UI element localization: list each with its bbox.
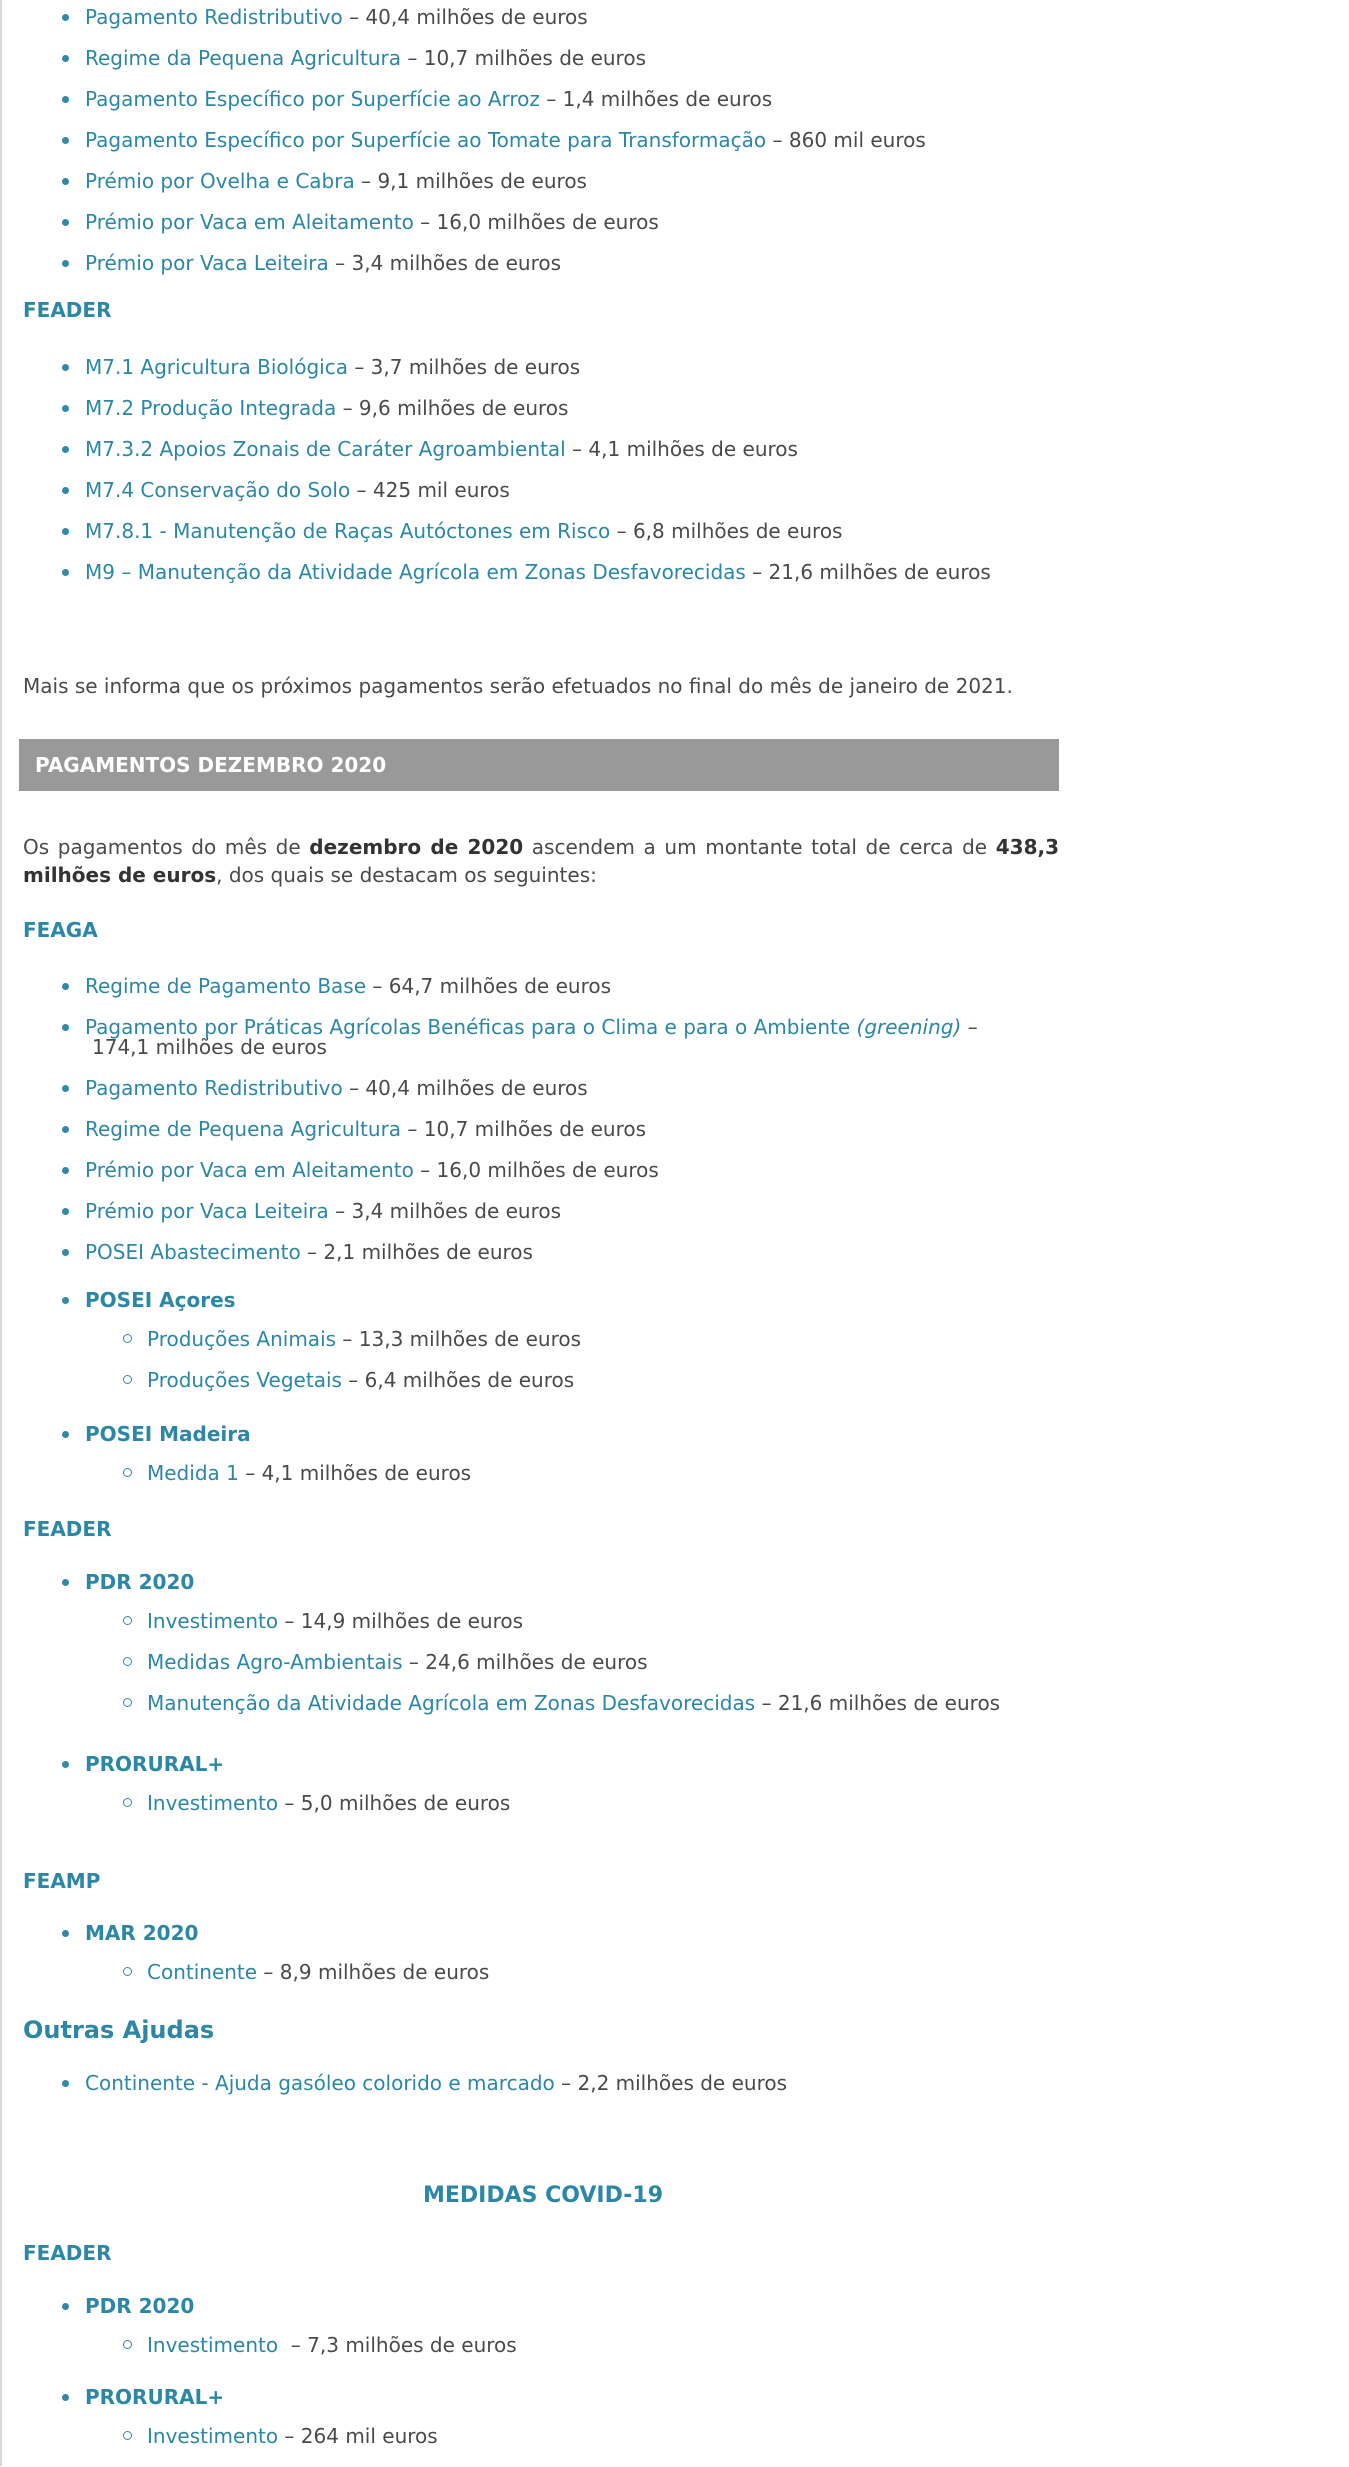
payment-link[interactable]: Manutenção da Atividade Agrícola em Zonas Desfavorecidas [147, 1691, 756, 1715]
list-item [23, 1201, 1063, 1221]
payment-amount: – 9,1 milhões de euros [354, 169, 587, 193]
group-title-posei-madeira: POSEI Madeira [85, 1422, 251, 1446]
payment-amount: – 40,4 milhões de euros [342, 5, 588, 29]
list-item [23, 1119, 1063, 1139]
intro-paragraph: Os pagamentos do mês de dezembro de 2020 ascendem a um montante total de cerca de 438,3 milhões de euros, dos quais se destacam os seguintes: [23, 835, 1059, 887]
sub-list-item [23, 1611, 1063, 1631]
covid-heading: MEDIDAS COVID-19 [422, 2183, 664, 2208]
prorural-list [23, 1754, 1063, 1834]
list-item [23, 1017, 1063, 1057]
list-item [23, 562, 1063, 582]
payment-link[interactable]: Prémio por Vaca em Aleitamento [85, 1158, 414, 1182]
section-heading-feader-prev: FEADER [23, 298, 112, 322]
sub-list-item [23, 1370, 1063, 1390]
group-title-covid-pdr: PDR 2020 [85, 2294, 195, 2318]
list-item-group [23, 2296, 1063, 2316]
list-item [23, 1160, 1063, 1180]
sub-list-item [23, 1693, 1063, 1713]
payment-amount: – 16,0 milhões de euros [413, 1158, 659, 1182]
mar-list [23, 1923, 1063, 2003]
list-item [23, 48, 1063, 68]
feader-prev-list [23, 357, 1063, 603]
outras-list [23, 2073, 1063, 2114]
payment-amount: – 6,8 milhões de euros [610, 519, 843, 543]
payment-amount: – 8,9 milhões de euros [257, 1960, 490, 1984]
covid-prorural-list [23, 2387, 1063, 2467]
group-title-covid-prorural: PRORURAL+ [85, 2385, 225, 2409]
payment-link[interactable]: M7.1 Agricultura Biológica [85, 355, 348, 379]
payment-link[interactable]: Regime da Pequena Agricultura [85, 46, 402, 70]
posei-madeira-list [23, 1424, 1063, 1504]
payment-amount: – 10,7 milhões de euros [401, 46, 646, 70]
list-item-group [23, 1572, 1063, 1592]
list-item [23, 1078, 1063, 1098]
payment-amount: – 2,2 milhões de euros [554, 2071, 788, 2095]
list-item-group [23, 1290, 1063, 1310]
sub-list-item [23, 2335, 1063, 2355]
payment-amount: – 10,7 milhões de euros [401, 1117, 647, 1141]
payment-amount: – 6,4 milhões de euros [341, 1368, 575, 1392]
section-banner: PAGAMENTOS DEZEMBRO 2020 [19, 739, 1059, 791]
covid-pdr-list [23, 2296, 1063, 2376]
pdr-list [23, 1572, 1063, 1734]
payment-amount: – 3,4 milhões de euros [328, 1199, 562, 1223]
section-heading-outras-ajudas: Outras Ajudas [23, 2016, 215, 2044]
posei-acores-list [23, 1290, 1063, 1411]
payment-link[interactable]: Prémio por Vaca Leiteira [85, 251, 329, 275]
next-payments-note: Mais se informa que os próximos pagamentos serão efetuados no final do mês de janeiro de 2021. [23, 674, 1013, 698]
feaga-prev-list [23, 7, 1063, 294]
payment-link[interactable]: Continente - Ajuda gasóleo colorido e marcado [85, 2071, 555, 2095]
payment-amount: – 7,3 milhões de euros [278, 2333, 517, 2357]
list-item [23, 130, 1063, 150]
payment-amount: – 64,7 milhões de euros [366, 974, 612, 998]
list-item [23, 2073, 1063, 2093]
list-item [23, 171, 1063, 191]
list-item [23, 439, 1063, 459]
section-heading-feamp: FEAMP [23, 1869, 101, 1893]
list-item [23, 7, 1063, 27]
payment-link[interactable]: M7.3.2 Apoios Zonais de Caráter Agroambiental [85, 437, 566, 461]
section-heading-covid-feader: FEADER [23, 2241, 112, 2265]
payment-link[interactable]: Prémio por Ovelha e Cabra [85, 169, 355, 193]
payment-link[interactable]: M7.2 Produção Integrada [85, 396, 337, 420]
payment-link[interactable]: Prémio por Vaca Leiteira [85, 1199, 329, 1223]
payment-link[interactable]: Pagamento Específico por Superfície ao Arroz [85, 87, 540, 111]
payment-link[interactable]: POSEI Abastecimento [85, 1240, 301, 1264]
payment-amount: – 14,9 milhões de euros [278, 1609, 524, 1633]
payment-amount: – 2,1 milhões de euros [300, 1240, 533, 1264]
greening-link[interactable]: (greening) [856, 1015, 962, 1039]
group-title-posei-acores: POSEI Açores [85, 1288, 236, 1312]
group-title-prorural: PRORURAL+ [85, 1752, 225, 1776]
list-item [23, 1242, 1063, 1262]
sub-list-item [23, 2426, 1063, 2446]
payment-link[interactable]: M7.8.1 - Manutenção de Raças Autóctones em Risco [85, 519, 611, 543]
payment-link[interactable]: Continente [147, 1960, 258, 1984]
list-item [23, 976, 1063, 996]
list-item [23, 89, 1063, 109]
list-item [23, 480, 1063, 500]
payment-amount: – 21,6 milhões de euros [745, 560, 991, 584]
payment-link[interactable]: Pagamento Específico por Superfície ao Tomate para Transformação [85, 128, 767, 152]
payment-amount: – 3,4 milhões de euros [328, 251, 562, 275]
payment-amount: – 21,6 milhões de euros [755, 1691, 1001, 1715]
payment-link[interactable]: Regime de Pequena Agricultura [85, 1117, 402, 1141]
payment-link[interactable]: M7.4 Conservação do Solo [85, 478, 351, 502]
payment-amount: – 9,6 milhões de euros [336, 396, 569, 420]
feaga-list [23, 976, 1063, 1283]
sub-list-item [23, 1962, 1063, 1982]
payment-amount: – 1,4 milhões de euros [539, 87, 773, 111]
page-left-border [0, 0, 2, 2466]
list-item [23, 521, 1063, 541]
section-heading-feader: FEADER [23, 1517, 112, 1541]
payment-amount: – 16,0 milhões de euros [413, 210, 659, 234]
payment-link[interactable]: Medidas Agro-Ambientais [147, 1650, 403, 1674]
payment-link[interactable]: Medida 1 [147, 1461, 239, 1485]
list-item [23, 253, 1063, 273]
payment-link[interactable]: Pagamento Redistributivo [85, 1076, 343, 1100]
payment-link[interactable]: Investimento [147, 1609, 279, 1633]
payment-amount: – 40,4 milhões de euros [342, 1076, 588, 1100]
list-item [23, 357, 1063, 377]
sub-list-item [23, 1652, 1063, 1672]
payment-link[interactable]: Investimento [147, 1791, 279, 1815]
payment-link[interactable]: Produções Animais [147, 1327, 337, 1351]
list-item-group [23, 1424, 1063, 1444]
list-item-group [23, 2387, 1063, 2407]
payment-amount: – 264 mil euros [278, 2424, 438, 2448]
group-title-mar: MAR 2020 [85, 1921, 199, 1945]
list-item-group [23, 1923, 1063, 1943]
payment-amount: – 3,7 milhões de euros [347, 355, 581, 379]
list-item-group [23, 1754, 1063, 1774]
payment-amount: – 13,3 milhões de euros [336, 1327, 582, 1351]
payment-amount: – 860 mil euros [766, 128, 926, 152]
payment-amount: – 4,1 milhões de euros [238, 1461, 472, 1485]
payment-link[interactable]: Produções Vegetais [147, 1368, 342, 1392]
payment-link[interactable]: Prémio por Vaca em Aleitamento [85, 210, 414, 234]
payment-amount: – 5,0 milhões de euros [278, 1791, 511, 1815]
payment-amount: – 24,6 milhões de euros [402, 1650, 648, 1674]
payment-link[interactable]: M9 – Manutenção da Atividade Agrícola em Zonas Desfavorecidas [85, 560, 746, 584]
payment-amount: – 425 mil euros [350, 478, 510, 502]
payment-link[interactable]: Investimento [147, 2333, 279, 2357]
sub-list-item [23, 1329, 1063, 1349]
payment-amount: – [961, 1015, 978, 1039]
section-heading-feaga: FEAGA [23, 918, 98, 942]
sub-list-item [23, 1463, 1063, 1483]
payment-link[interactable]: Pagamento Redistributivo [85, 5, 343, 29]
sub-list-item [23, 1793, 1063, 1813]
list-item [23, 212, 1063, 232]
payment-link[interactable]: Investimento [147, 2424, 279, 2448]
payment-amount: – 4,1 milhões de euros [565, 437, 798, 461]
payment-link[interactable]: Regime de Pagamento Base [85, 974, 367, 998]
payment-amount-cont: 174,1 milhões de euros [92, 1035, 327, 1059]
list-item [23, 398, 1063, 418]
group-title-pdr: PDR 2020 [85, 1570, 195, 1594]
payment-link[interactable]: Pagamento por Práticas Agrícolas Benéficas para o Clima e para o Ambiente [85, 1015, 851, 1039]
